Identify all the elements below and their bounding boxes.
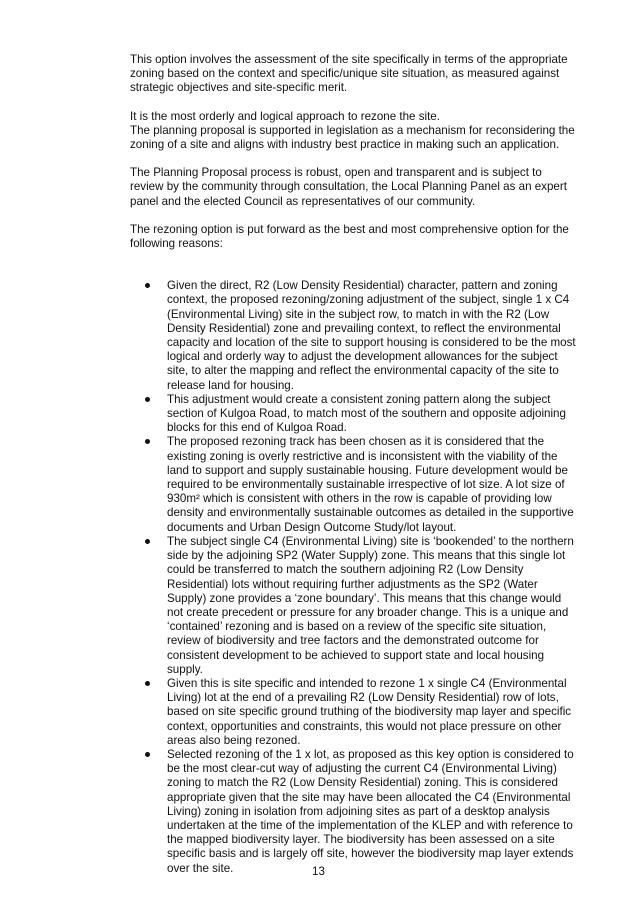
bullet-icon [145, 397, 150, 402]
list-item: Selected rezoning of the 1 x lot, as proposed as this key option is considered to be the most clear-cut way of adjusting the current C4 (Environmental Living) zoning to match the R2 (Low Density Residential) zoning. This is considered appropriate given that the site may have been allocated the C4 (Environmental Living) zoning in isolation from adjoining sites as part of a desktop analysis undertaken at the time of the implementation of the KLEP and with reference to the mapped biodiversity layer. The biodiversity has been assessed on a site specific basis and is largely off site, however the biodiversity map layer extends over the site. [142, 748, 588, 876]
page-number: 13 [312, 865, 325, 878]
list-item: The proposed rezoning track has been chosen as it is considered that the existing zoning is overly restrictive and is inconsistent with the viability of the land to support and supply sustainable housing. Future development would be required to be environmentally sustainable irrespective of lot size. A lot size of 930m² which is consistent with others in the row is capable of providing low density and environmentally sustainable outcomes as detailed in the supportive documents and Urban Design Outcome Study/lot layout. [142, 435, 588, 534]
paragraph-orderly-approach: It is the most orderly and logical approach to rezone the site. The planning proposal is supported in legislation as a mechanism for reconsidering the zoning of a site and aligns with industry best practice in making such an application. [130, 109, 575, 152]
paragraph-option-description: This option involves the assessment of the site specifically in terms of the appropriate zoning based on the context and specific/unique site situation, as measured against strategic objectives and site-specific merit. [130, 53, 568, 95]
bullet-icon [145, 283, 150, 288]
list-item: The subject single C4 (Environmental Living) site is ‘bookended’ to the northern side by the adjoining SP2 (Water Supply) zone. This means that this single lot could be transferred to match the southern adjoining R2 (Low Density Residential) lots without requiring further adjustments as the SP2 (Water Supply) zone provides a ‘zone boundary’. This means that this change would not create precedent or pressure for any broader change. This is a unique and ‘contained’ rezoning and is based on a review of the specific site situation, review of biodiversity and tree factors and the demonstrated outcome for consistent development to be achieved to support state and local housing supply. [142, 535, 588, 677]
list-item: Given this is site specific and intended to rezone 1 x single C4 (Environmental Living) lot at the end of a prevailing R2 (Low Density Residential) row of lots, based on site specific ground truthing of the biodiversity map layer and specific context, opportunities and constraints, this would not place pressure on other areas also being rezoned. [142, 677, 588, 748]
bullet-icon [145, 681, 150, 686]
paragraph-reasons-intro: The rezoning option is put forward as the best and most comprehensive option for the following reasons: [130, 222, 569, 251]
paragraph-process: The Planning Proposal process is robust, open and transparent and is subject to review by the community through consultation, the Local Planning Panel as an expert panel and the elected Council as representatives of our community. [130, 166, 567, 208]
list-item: This adjustment would create a consistent zoning pattern along the subject section of Kulgoa Road, to match most of the southern and opposite adjoining blocks for this end of Kulgoa Road. [142, 393, 588, 436]
body-text [130, 53, 585, 876]
bullet-icon [145, 539, 150, 544]
bullet-icon [145, 752, 150, 757]
reasons-list [142, 279, 588, 876]
list-item: Given the direct, R2 (Low Density Residential) character, pattern and zoning context, the proposed rezoning/zoning adjustment of the subject, single 1 x C4 (Environmental Living) site in the subject row, to match in with the R2 (Low Density Residential) zone and prevailing context, to reflect the environmental capacity and location of the site to support housing is considered to be the most logical and orderly way to adjust the development allowances for the subject site, to alter the mapping and reflect the environmental capacity of the site to release land for housing. [142, 279, 588, 393]
bullet-icon [145, 439, 150, 444]
